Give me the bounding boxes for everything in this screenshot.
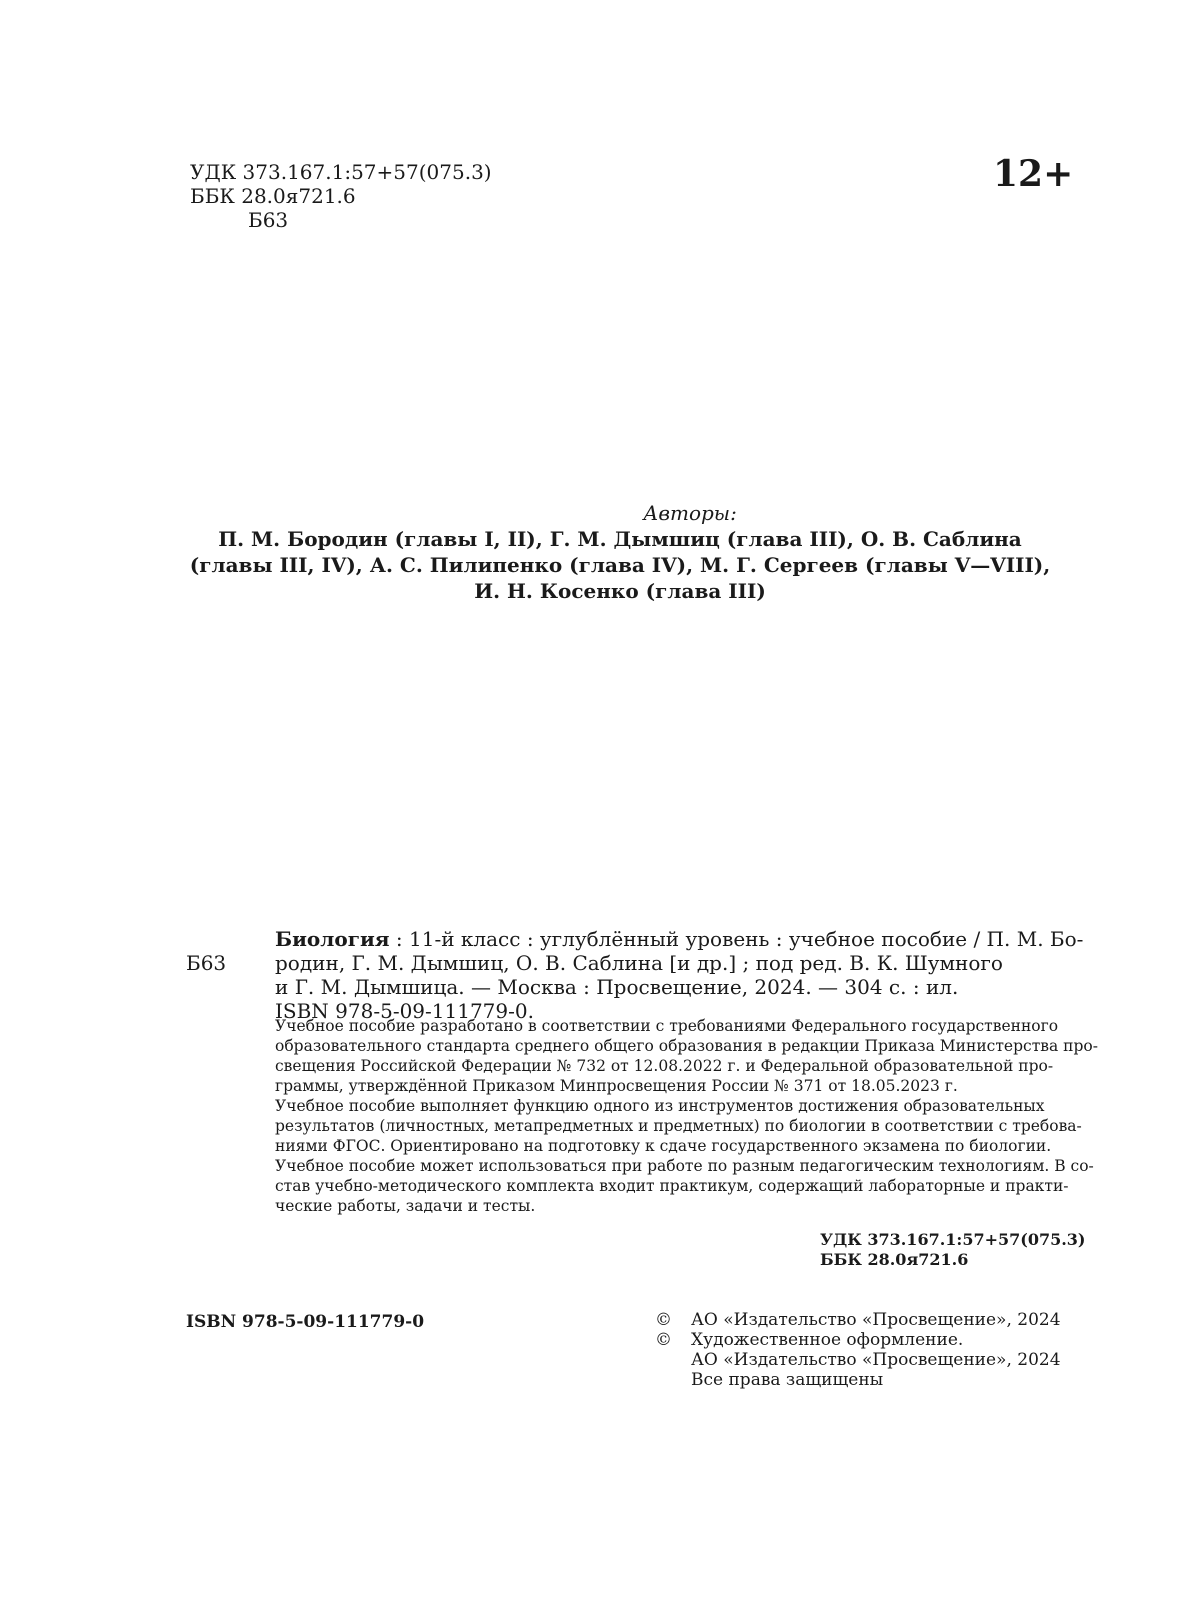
copyright-icon: ©	[655, 1310, 672, 1330]
annotation-line: ческие работы, задачи и тесты.	[275, 1197, 536, 1215]
copyright-row	[655, 1310, 1061, 1330]
biblio-line-1-rest: : 11-й класс : углублённый уровень : учебное пособие / П. М. Бо-	[389, 927, 1084, 951]
authors-line: П. М. Бородин (главы I, II), Г. М. Дымшиц (глава III), О. В. Саблина	[218, 527, 1022, 551]
isbn-bottom: ISBN 978-5-09-111779-0	[186, 1312, 425, 1332]
annotation-line: Учебное пособие разработано в соответствии с требованиями Федерального государственного	[275, 1017, 1059, 1035]
udk-code: УДК 373.167.1:57+57(075.3)	[190, 160, 492, 184]
annotation-line: Учебное пособие выполняет функцию одного из инструментов достижения образовательных	[275, 1097, 1045, 1115]
copyright-row	[655, 1330, 1061, 1350]
biblio-line-3: и Г. М. Дымшица. — Москва : Просвещение, 2024. — 304 с. : ил.	[275, 975, 959, 999]
authors-label: Авторы:	[643, 501, 737, 525]
copyright-line: АО «Издательство «Просвещение», 2024	[691, 1350, 1061, 1370]
copyright-block	[655, 1310, 1061, 1390]
annotation-line: свещения Российской Федерации № 732 от 12.08.2022 г. и Федеральной образовательной про-	[275, 1057, 1054, 1075]
copyright-line: АО «Издательство «Просвещение», 2024	[691, 1310, 1061, 1330]
annotation-paragraph-1	[275, 1016, 1098, 1096]
age-rating: 12+	[993, 153, 1074, 195]
biblio-line-2: родин, Г. М. Дымшиц, О. В. Саблина [и др.] ; под ред. В. К. Шумного	[275, 951, 1003, 975]
bbk-code: ББК 28.0я721.6	[190, 184, 356, 208]
top-classification-codes	[190, 160, 492, 232]
copyright-icon: ©	[655, 1330, 672, 1350]
book-title: Биология	[275, 927, 390, 951]
udk-code-bottom: УДК 373.167.1:57+57(075.3)	[820, 1230, 1086, 1249]
authors-list	[180, 526, 1060, 604]
annotation	[275, 1016, 1098, 1216]
bibliographic-record	[275, 927, 1084, 1023]
authors-block	[180, 500, 1060, 604]
rights-reserved: Все права защищены	[691, 1370, 884, 1390]
biblio-side-mark: Б63	[186, 951, 227, 975]
biblio-line-1	[275, 927, 1084, 951]
bottom-classification-codes	[820, 1230, 1086, 1270]
authors-line: И. Н. Косенко (глава III)	[474, 579, 766, 603]
copyright-line: Художественное оформление.	[691, 1330, 964, 1350]
annotation-line: Учебное пособие может использоваться при работе по разным педагогическим технологиям. В со-	[275, 1157, 1094, 1175]
annotation-paragraph-2	[275, 1096, 1094, 1216]
bbk-code-bottom: ББК 28.0я721.6	[820, 1250, 969, 1269]
author-mark: Б63	[248, 208, 289, 232]
annotation-line: граммы, утверждённой Приказом Минпросвещения России № 371 от 18.05.2023 г.	[275, 1077, 958, 1095]
authors-line: (главы III, IV), А. С. Пилипенко (глава IV), М. Г. Сергеев (главы V—VIII),	[189, 553, 1051, 577]
annotation-line: став учебно-методического комплекта входит практикум, содержащий лабораторные и практи-	[275, 1177, 1069, 1195]
annotation-line: ниями ФГОС. Ориентировано на подготовку к сдаче государственного экзамена по биологии.	[275, 1137, 1052, 1155]
annotation-line: результатов (личностных, метапредметных и предметных) по биологии в соответствии с требова-	[275, 1117, 1082, 1135]
biblio-isbn: ISBN 978-5-09-111779-0.	[275, 999, 534, 1023]
annotation-line: образовательного стандарта среднего общего образования в редакции Приказа Министерства про-	[275, 1037, 1098, 1055]
